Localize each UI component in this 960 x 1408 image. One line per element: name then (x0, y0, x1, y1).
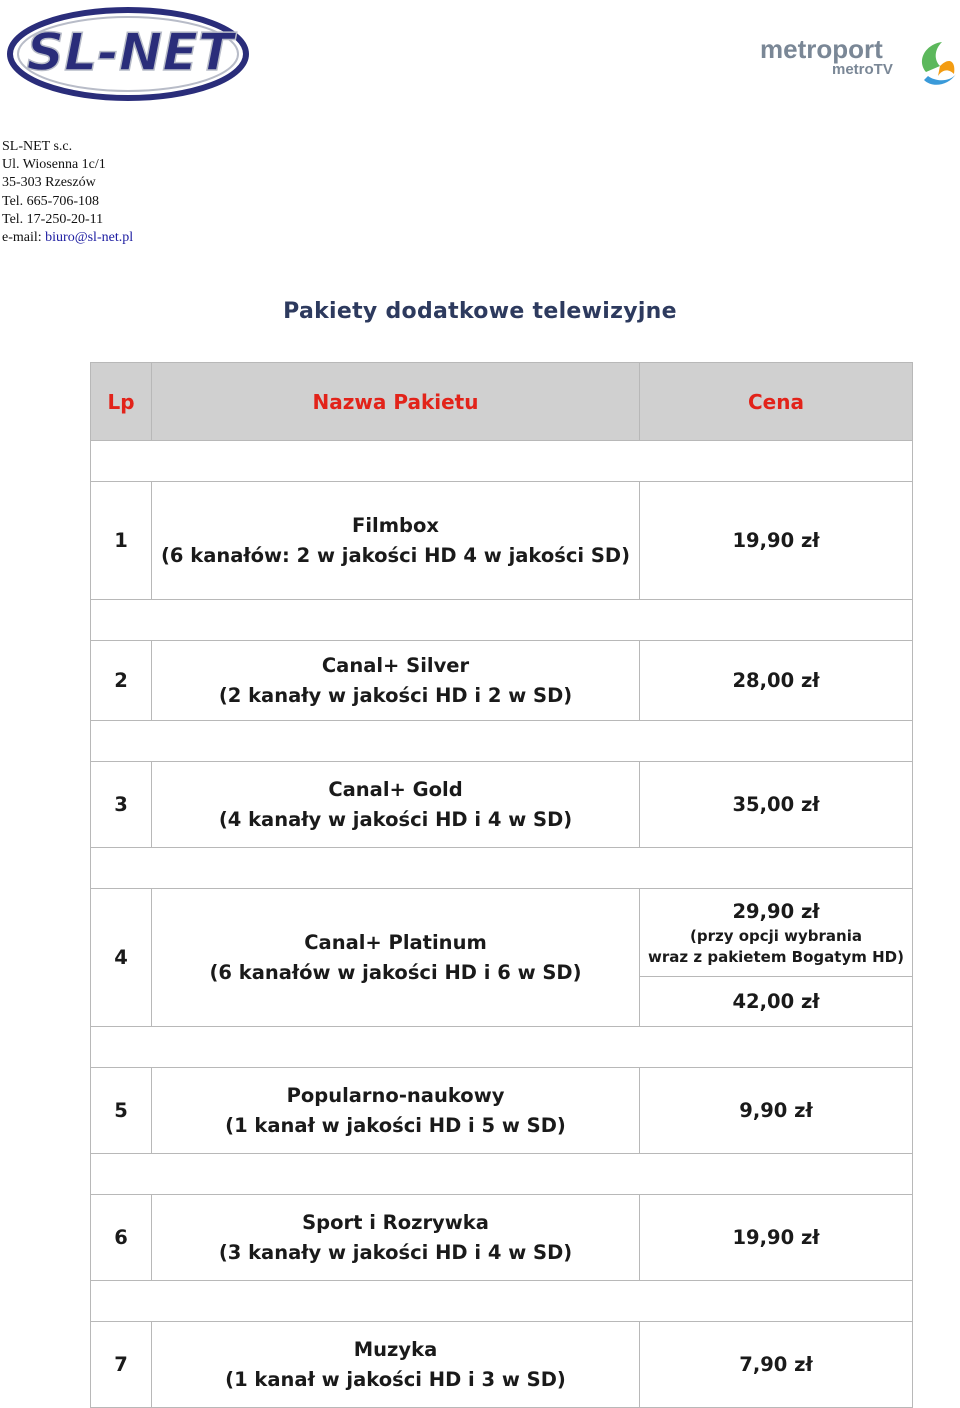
table-spacer-row (91, 1027, 913, 1068)
row-package-name (152, 762, 640, 848)
metroport-logo-text: metroport (760, 34, 883, 64)
table-row (91, 641, 913, 721)
company-name: SL-NET s.c. (2, 139, 73, 154)
table-row (91, 1068, 913, 1154)
price-note-line-2: wraz z pakietem Bogatym HD) (648, 947, 904, 966)
package-detail: (1 kanał w jakości HD i 3 w SD) (225, 1367, 566, 1391)
row-package-name (152, 1068, 640, 1154)
package-detail: (6 kanałów w jakości HD i 6 w SD) (209, 960, 582, 984)
row-lp: 6 (91, 1195, 152, 1281)
row-lp: 5 (91, 1068, 152, 1154)
metrotv-logo-text: metroTV (832, 61, 893, 78)
row-price: 9,90 zł (640, 1068, 913, 1154)
header-lp: Lp (91, 363, 152, 441)
row-package-name (152, 482, 640, 600)
company-phone-2: Tel. 17-250-20-11 (2, 211, 104, 227)
package-title: Muzyka (353, 1337, 438, 1361)
header-name: Nazwa Pakietu (152, 363, 640, 441)
company-address (2, 138, 133, 247)
package-title: Filmbox (352, 513, 439, 537)
header-price: Cena (640, 363, 913, 441)
row-lp: 1 (91, 482, 152, 600)
table-row (91, 1322, 913, 1408)
table-row (91, 1195, 913, 1281)
table-spacer-row (91, 721, 913, 762)
price-with-bundle: 29,90 zł (732, 899, 820, 923)
row-lp: 4 (91, 889, 152, 1027)
table-row (91, 762, 913, 848)
package-title: Sport i Rozrywka (302, 1210, 489, 1234)
row-package-name (152, 1322, 640, 1408)
price-note-line-1: (przy opcji wybrania (690, 926, 862, 945)
row-price: 28,00 zł (640, 641, 913, 721)
row-price (640, 889, 913, 977)
table-row (91, 482, 913, 600)
table-spacer-row (91, 600, 913, 641)
metroport-swirl-icon (922, 42, 956, 85)
package-title: Canal+ Platinum (304, 930, 487, 954)
row-price: 19,90 zł (640, 1195, 913, 1281)
email-label: e-mail: (2, 230, 42, 246)
package-detail: (1 kanał w jakości HD i 5 w SD) (225, 1113, 566, 1137)
row-package-name (152, 889, 640, 1027)
slnet-logo-text: SL-NET (26, 23, 234, 83)
company-city: 35-303 Rzeszów (2, 175, 96, 191)
row-package-name (152, 641, 640, 721)
row-price: 35,00 zł (640, 762, 913, 848)
page-title: Pakiety dodatkowe telewizyjne (283, 299, 677, 324)
row-price: 19,90 zł (640, 482, 913, 600)
metroport-logo (758, 32, 958, 88)
table-spacer-row (91, 1154, 913, 1195)
packages-table (90, 362, 913, 1408)
company-email-line (2, 229, 133, 247)
row-lp: 7 (91, 1322, 152, 1408)
package-detail: (4 kanały w jakości HD i 4 w SD) (218, 807, 573, 831)
table-row (91, 889, 913, 977)
package-title: Popularno-naukowy (286, 1083, 505, 1107)
row-lp: 2 (91, 641, 152, 721)
package-title: Canal+ Silver (321, 653, 470, 677)
row-price-alt: 42,00 zł (640, 977, 913, 1027)
email-link[interactable]: biuro@sl-net.pl (45, 230, 134, 246)
row-price: 7,90 zł (640, 1322, 913, 1408)
table-header-row (91, 363, 913, 441)
package-detail: (3 kanały w jakości HD i 4 w SD) (218, 1240, 573, 1264)
table-spacer-row (91, 848, 913, 889)
company-street: Ul. Wiosenna 1c/1 (2, 157, 106, 173)
package-detail: (2 kanały w jakości HD i 2 w SD) (218, 683, 573, 707)
row-package-name (152, 1195, 640, 1281)
company-phone-1: Tel. 665-706-108 (2, 193, 100, 209)
row-lp: 3 (91, 762, 152, 848)
table-spacer-row (91, 1281, 913, 1322)
package-title: Canal+ Gold (328, 777, 463, 801)
package-detail: (6 kanałów: 2 w jakości HD 4 w jakości SD) (160, 543, 631, 567)
slnet-logo (4, 0, 254, 108)
table-spacer-row (91, 441, 913, 482)
